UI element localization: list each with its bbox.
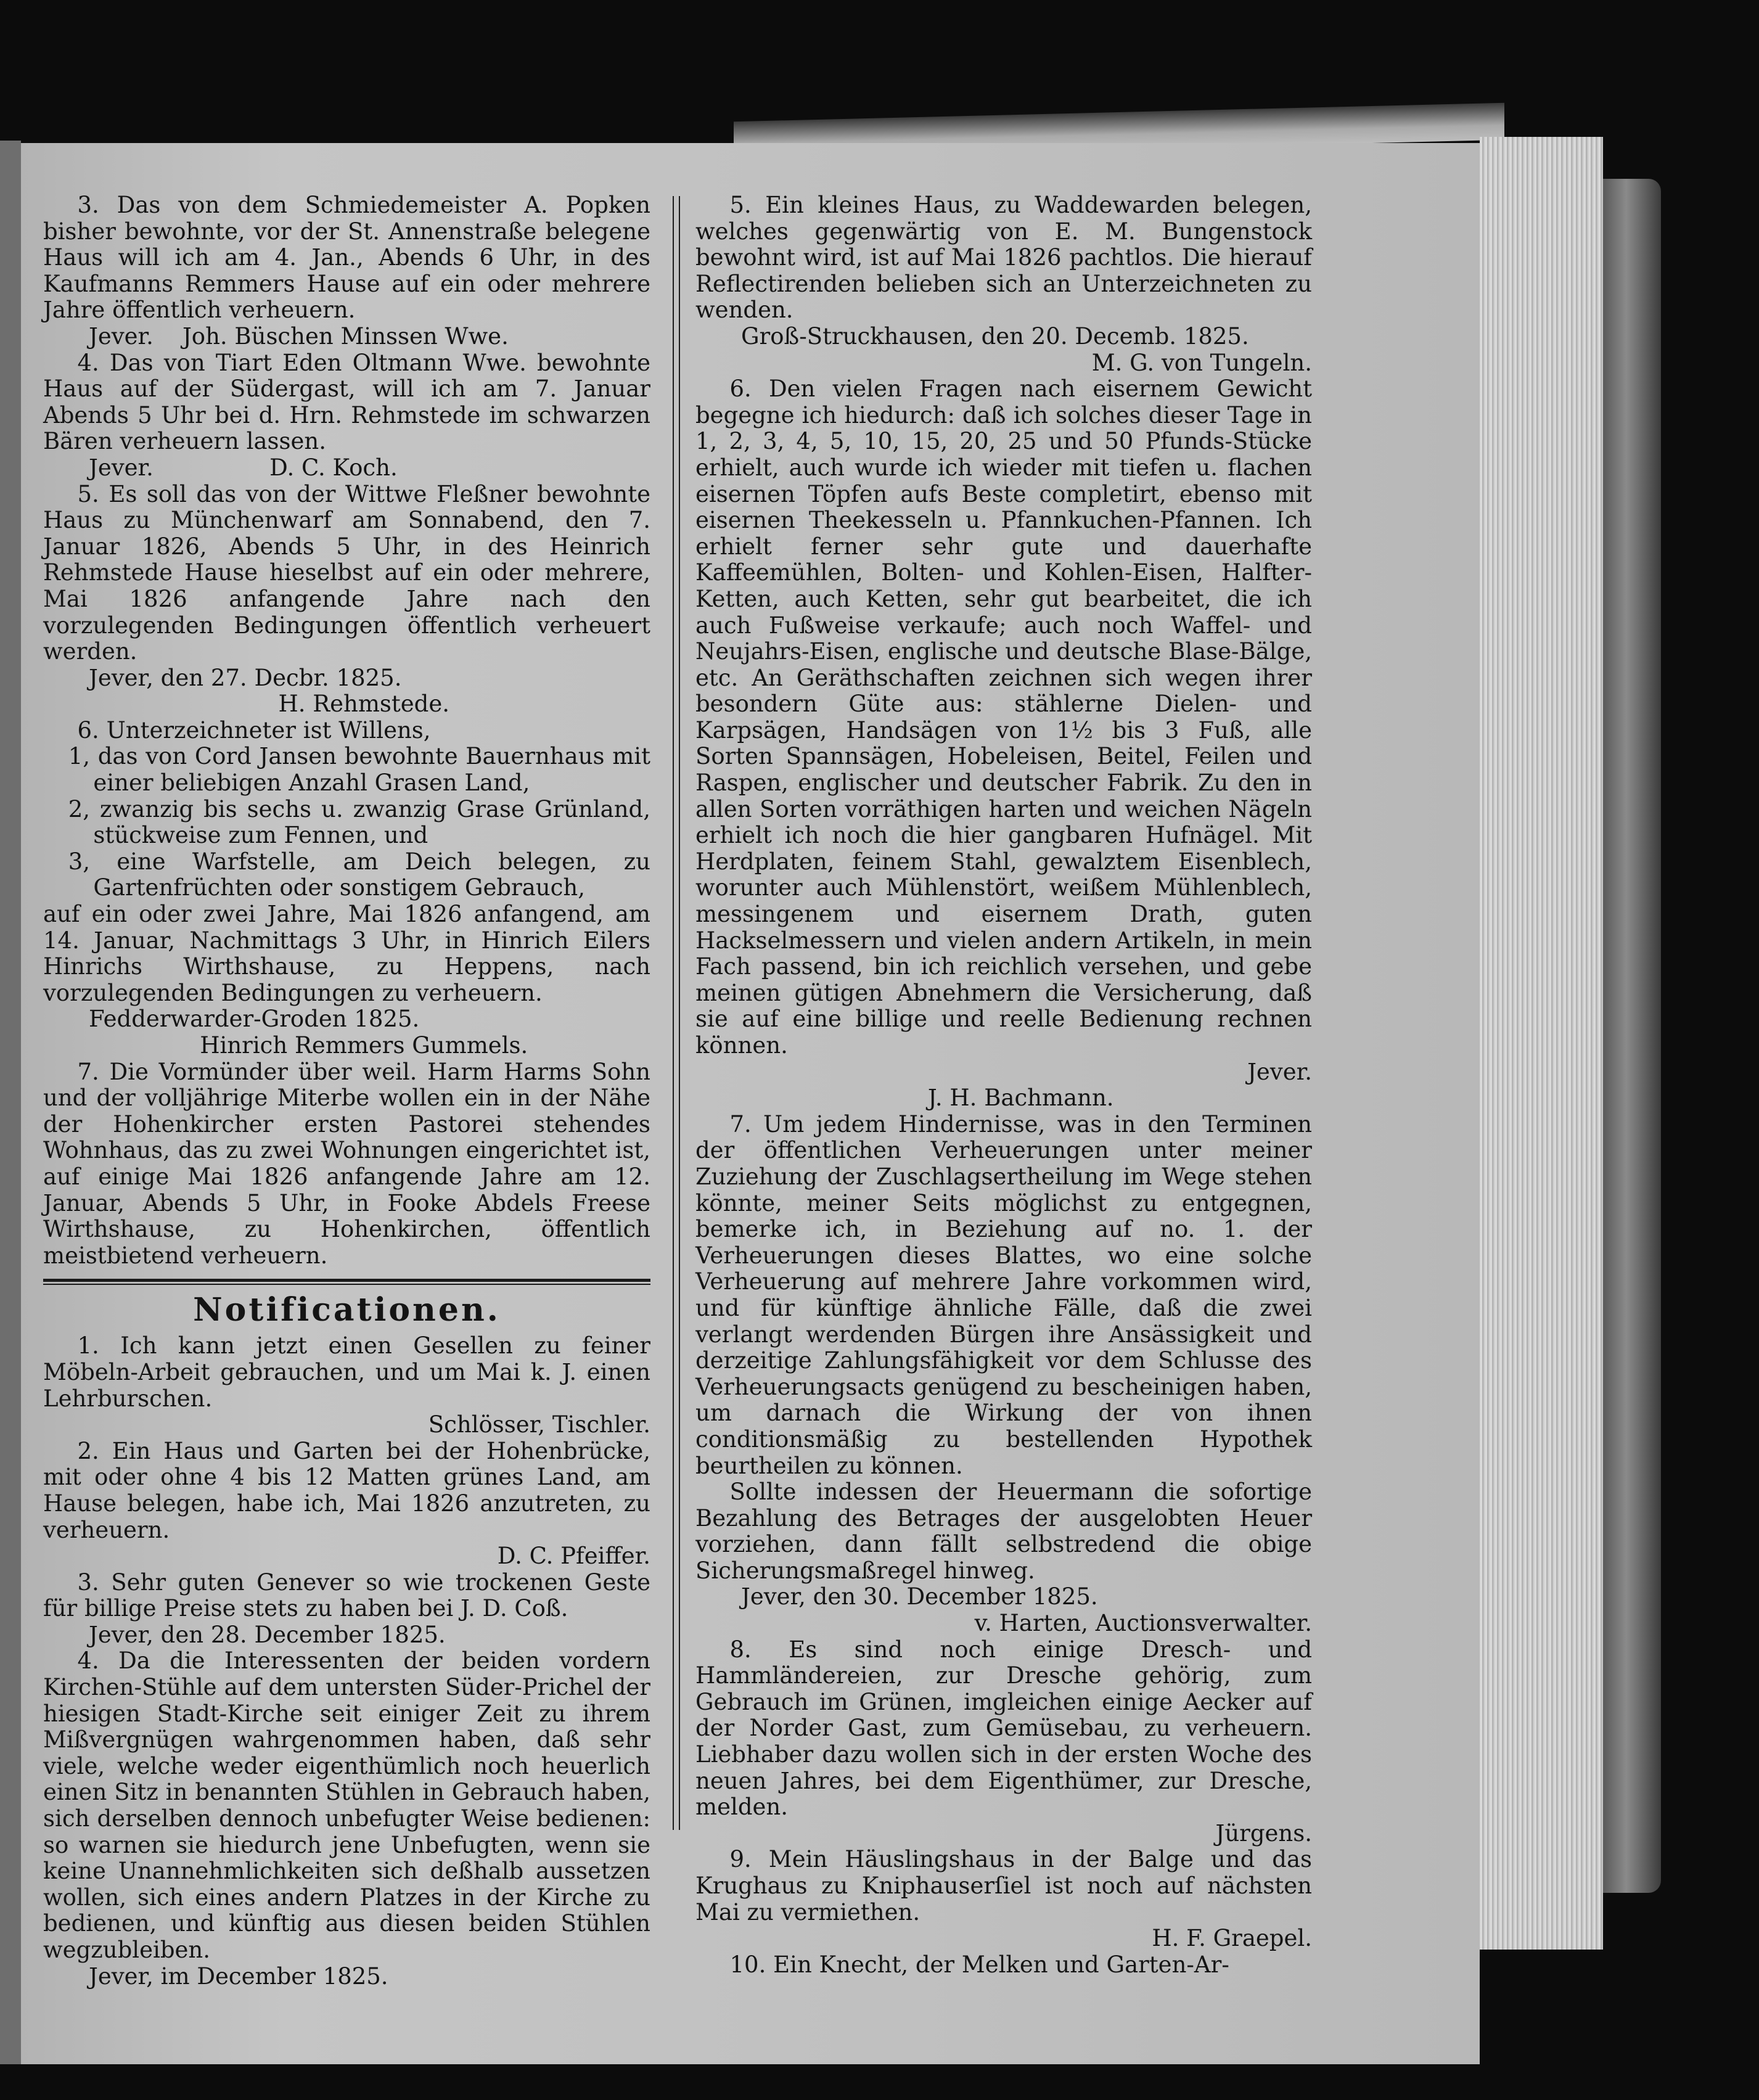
r-ad-7-date: Jever, den 30. December 1825. xyxy=(741,1583,1098,1610)
r-ad-9-text: 9. Mein Häuslingshaus in der Balge und das Krughaus zu Kniphauserſiel ist noch auf nächsten Mai zu vermiethen. xyxy=(695,1846,1312,1926)
r-ad-9-signer: H. F. Graepel. xyxy=(1152,1925,1312,1952)
ad-6-rest: auf ein oder zwei Jahre, Mai 1826 anfangend, am 14. Januar, Nachmittags 3 Uhr, in Hinrich Eilers Hinrichs Wirthshause, zu Heppens, nach vorzulegenden Bedingungen zu verheuern. xyxy=(43,901,650,1006)
column-divider xyxy=(673,196,680,1830)
book-fore-edge xyxy=(1480,137,1603,1950)
left-page-edge xyxy=(0,141,21,2064)
ad-5-signer: H. Rehmstede. xyxy=(278,691,450,718)
r-ad-6-text: 6. Den vielen Fragen nach eisernem Gewicht begegne ich hiedurch: daß ich solches dieser Tage in 1, 2, 3, 4, 5, 10, 15, 20, 25 und 50 Pfunds-Stücke erhielt, auch wurde ich wieder mit tiefen u. flachen eisernen Töpfen aufs Beste completirt, ebenso mit eisernen Theekesseln u. Pfannkuchen-Pfannen. Ich erhielt ferner sehr gute und dauerhafte Kaffeemühlen, Bolten- und Kohlen-Eisen, Halfter-Ketten, auch Ketten, sehr gut bearbeitet, die ich auch Fußweise verkaufe; auch noch Waffel- und Neujahrs-Eisen, englische und deutsche Blase-Bälge, etc. An Geräthschaften zeichnen sich wegen ihrer besondern Güte aus: stählerne Dielen- und Karpsägen, Handsägen von 1½ bis 3 Fuß, alle Sorten Spannsägen, Hobeleisen, Beitel, Feilen und Raspen, englischer und deutscher Fabrik. Zu den in allen Sorten vorräthigen harten und weichen Nägeln erhielt ich noch die hier gangbaren Hufnägel. Mit Herdplaten, feinem Stahl, gewalztem Eisenblech, worunter auch Mühlenstört, weißem Mühlenblech, messingenem und eisernem Drath, guten Hackselmessern und vielen andern Artikeln, in mein Fach passend, bin ich reichlich versehen, und gebe meinen gütigen Abnehmern die Versicherung, daß sie auf eine billige und reelle Bedienung rechnen können. xyxy=(695,375,1312,1059)
ad-5-date: Jever, den 27. Decbr. 1825. xyxy=(89,664,402,691)
section-heading: Notificationen. xyxy=(193,1291,501,1329)
ad-6-item: 3, eine Warfstelle, am Deich belegen, zu Gartenfrüchten oder sonstigem Gebrauch, xyxy=(68,848,650,901)
ad-6-intro: 6. Unterzeichneter ist Willens, xyxy=(77,716,431,744)
ad-7-text: 7. Die Vormünder über weil. Harm Harms Sohn und der volljährige Miterbe wollen ein in der Nähe der Hohenkircher ersten Pastorei stehendes Wohnhaus, das zu zwei Wohnungen eingerichtet ist, auf einige Mai 1826 anfangende Jahre am 12. Januar, Abends 5 Uhr, in Fooke Abdels Freese Wirthshause, zu Hohenkirchen, öffentlich meistbietend verheuern. xyxy=(43,1058,650,1269)
ad-4-place: Jever. xyxy=(89,454,154,481)
ad-4-signer: D. C. Koch. xyxy=(269,454,398,481)
ad-3-signer: Joh. Büschen Minssen Wwe. xyxy=(182,322,509,350)
r-ad-8-signer: Jürgens. xyxy=(1215,1819,1312,1847)
ad-3-place: Jever. xyxy=(89,322,154,350)
r-ad-10-text: 10. Ein Knecht, der Melken und Garten-Ar- xyxy=(729,1951,1229,1978)
r-ad-7-text-2: Sollte indessen der Heuermann die sofortige Bezahlung des Betrages der ausgelobten Heuer vorziehen, dann fällt selbstredend die obige Sicherungsmaßregel hinweg. xyxy=(695,1479,1312,1584)
ad-5-text: 5. Es soll das von der Wittwe Fleßner bewohnte Haus zu Münchenwarf am Sonnabend, den 7. Januar 1826, Abends 5 Uhr, in des Heinrich Rehmstede Hause hieselbst auf ein oder mehrere, Mai 1826 anfangende Jahre nach den vorzulegenden Bedingungen öffentlich verheuert werden. xyxy=(43,480,650,665)
notification-1-signer: Schlösser, Tischler. xyxy=(428,1411,650,1438)
ad-6-place: Fedderwarder-Groden 1825. xyxy=(89,1006,420,1033)
r-ad-6-place: Jever. xyxy=(1247,1058,1312,1085)
ad-6-signer: Hinrich Remmers Gummels. xyxy=(200,1032,528,1059)
r-ad-7-signer: v. Harten, Auctionsverwalter. xyxy=(974,1610,1312,1637)
ad-6-item: 2, zwanzig bis sechs u. zwanzig Grase Grünland, stückweise zum Fennen, und xyxy=(68,795,650,849)
ad-3-signature xyxy=(43,324,650,350)
r-ad-5-text: 5. Ein kleines Haus, zu Waddewarden belegen, welches gegenwärtig von E. M. Bungenstock bewohnt wird, ist auf Mai 1826 pachtlos. Die hierauf Reflectirenden belieben sich an Unterzeichneten zu wenden. xyxy=(695,192,1312,324)
ad-4-text: 4. Das von Tiart Eden Oltmann Wwe. bewohnte Haus auf der Südergast, will ich am 7. Januar Abends 5 Uhr bei d. Hrn. Rehmstede im schwarzen Bären verheuern lassen. xyxy=(43,349,650,455)
ad-6-item: 1, das von Cord Jansen bewohnte Bauernhaus mit einer beliebigen Anzahl Grasen Land, xyxy=(68,743,650,797)
r-ad-5-date: Groß-Struckhausen, den 20. Decemb. 1825. xyxy=(741,322,1249,350)
right-column xyxy=(695,192,1312,1978)
notification-3-date: Jever, den 28. December 1825. xyxy=(89,1621,446,1648)
ad-4-signature xyxy=(43,455,650,482)
notification-1-text: 1. Ich kann jetzt einen Gesellen zu feiner Möbeln-Arbeit gebrauchen, und um Mai k. J. einen Lehrburschen. xyxy=(43,1332,650,1412)
r-ad-8-text: 8. Es sind noch einige Dresch- und Hammländereien, zur Dresche gehörig, zum Gebrauch im Grünen, imgleichen einige Aecker auf der Norder Gast, zum Gemüsebau, zu verheuern. Liebhaber dazu wollen sich in der ersten Woche des neuen Jahres, bei dem Eigenthümer, zur Dresche, melden. xyxy=(695,1636,1312,1821)
left-column xyxy=(43,192,650,1990)
r-ad-5-signer: M. G. von Tungeln. xyxy=(1091,349,1312,376)
notification-3-text: 3. Sehr guten Genever so wie trockenen Geste für billige Preise stets zu haben bei J. D. Coß. xyxy=(43,1569,650,1622)
notification-2-text: 2. Ein Haus und Garten bei der Hohenbrücke, mit oder ohne 4 bis 12 Matten grünes Land, am Hause belegen, habe ich, Mai 1826 anzutreten, zu verheuern. xyxy=(43,1437,650,1543)
book-cover-edge xyxy=(1603,179,1661,1893)
r-ad-7-text: 7. Um jedem Hindernisse, was in den Terminen der öffentlichen Verheuerungen unter meiner Zuziehung der Zuschlagsertheilung im Wege stehen könnte, meiner Seits möglichst zu entgegnen, bemerke ich, in Beziehung auf no. 1. der Verheuerungen dieses Blattes, wo eine solche Verheuerung auf mehrere Jahre vorkommen wird, und für künftige ähnliche Fälle, daß die zwei verlangt werdenden Bürgen ihre Ansässigkeit und derzeitige Zahlungsfähigkeit vor dem Schlusse des Verheuerungsacts genügend zu bescheinigen haben, um darnach die Wirkung der von ihnen conditionsmäßig zu bestellenden Hypothek beurtheilen zu können. xyxy=(695,1110,1312,1479)
notification-2-signer: D. C. Pfeiffer. xyxy=(497,1543,650,1570)
r-ad-6-signer: J. H. Bachmann. xyxy=(927,1085,1114,1112)
notification-4-date: Jever, im December 1825. xyxy=(89,1963,388,1990)
ad-3-text: 3. Das von dem Schmiedemeister A. Popken bisher bewohnte, vor der St. Annenstraße belegene Haus will ich am 4. Jan., Abends 6 Uhr, in des Kaufmanns Remmers Hause auf ein oder mehrere Jahre öffentlich verheuern. xyxy=(43,192,650,324)
section-rule xyxy=(43,1279,650,1285)
notification-4-text: 4. Da die Interessenten der beiden vordern Kirchen-Stühle auf dem untersten Süder-Prichel der hiesigen Stadt-Kirche seit einiger Zeit zu ihrem Mißvergnügen wahrgenommen haben, daß sehr viele, welche weder eigenthümlich noch heuerlich einen Sitz in benannten Stühlen in Gebrauch haben, sich derselben dennoch unbefugter Weise bedienen: so warnen sie hiedurch jene Unbefugten, wenn sie keine Unannehmlichkeiten sich deßhalb aussetzen wollen, sich eines andern Platzes in der Kirche zu bedienen, und künftig aus diesen beiden Stühlen wegzubleiben. xyxy=(43,1647,650,1963)
